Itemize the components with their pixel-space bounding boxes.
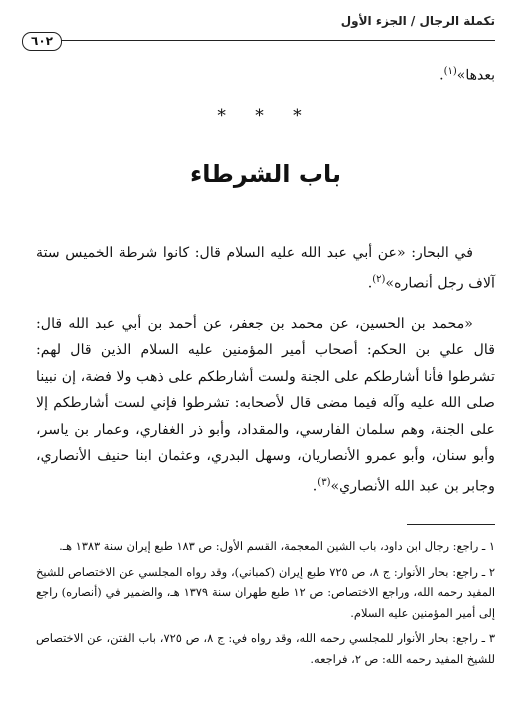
- note-ref-2: (٢): [372, 273, 386, 285]
- header-rule: [36, 40, 495, 41]
- note-ref-3: (٣): [317, 476, 331, 488]
- paragraph-end: .: [367, 275, 373, 292]
- note-ref-1: (١): [443, 66, 457, 77]
- section-separator: * * *: [217, 106, 314, 126]
- paragraph: [36, 311, 495, 500]
- paragraph-end: .: [312, 478, 318, 495]
- footnote-1: ١ ـ راجع: رجال ابن داود، باب الشين المعجمة، القسم الأول: ص ١٨٣ طبع إيران سنة ١٣٨٣ هـ.: [59, 539, 495, 553]
- carry-over-text: بعدها»: [456, 67, 495, 84]
- footnotes: [36, 536, 495, 674]
- paragraph-text: في البحار: «عن أبي عبد الله عليه السلام قال: كانوا شرطة الخميس ستة آلاف رجل أنصاره»: [36, 245, 495, 292]
- carry-over-line: [439, 66, 495, 84]
- footnote-2: ٢ ـ راجع: بحار الأنوار: ج ٨، ص ٧٢٥ طبع إيران (كمباني)، وقد رواه المجلسي عن الاختصاص للشيخ المفيد رحمه الله، وراجع الاختصاص: ص ١٢ طبع طهران سنة ١٣٧٩ هـ، والضمير في (أنصاره) راجع إلى أمير المؤمنين عليه السلام.: [36, 564, 495, 620]
- carry-over-end: .: [439, 67, 444, 84]
- running-title: تكملة الرجال / الجزء الأول: [340, 14, 495, 28]
- body-text: [36, 240, 495, 500]
- paragraph: [36, 240, 495, 297]
- footnote-3: ٣ ـ راجع: بحار الأنوار للمجلسي رحمه الله، وقد رواه في: ج ٨، ص ٧٢٥، باب الفتن، عن الاختصاص للشيخ المفيد رحمه الله: ص ٢، فراجعه.: [36, 631, 495, 666]
- paragraph-text: «محمد بن الحسين، عن محمد بن جعفر، عن أحمد بن أبي عبد الله قال: قال علي بن الحكم: أصحاب أمير المؤمنين عليه السلام الذين قال لهم: تشرطوا فأنا أشارطكم على الجنة ولست أشارطكم على ذهب ولا فضة، إن نبينا صلى الله عليه وآله فيما مضى قال لأصحابه: تشرطوا فإني لست أشارطكم إلا على الجنة، وهم سلمان الفارسي، والمقداد، وأبو ذر الغفاري، وعمار بن ياسر، وأبو سنان، وأبو عمرو الأنصاريان، وسهل البدري، وعثمان ابنا حنيف الأنصاري، وجابر بن عبد الله الأنصاري»: [36, 315, 495, 495]
- chapter-title: باب الشرطاء: [190, 160, 341, 188]
- footnote-rule: [407, 524, 495, 525]
- page-number: ٦٠٢: [22, 32, 62, 51]
